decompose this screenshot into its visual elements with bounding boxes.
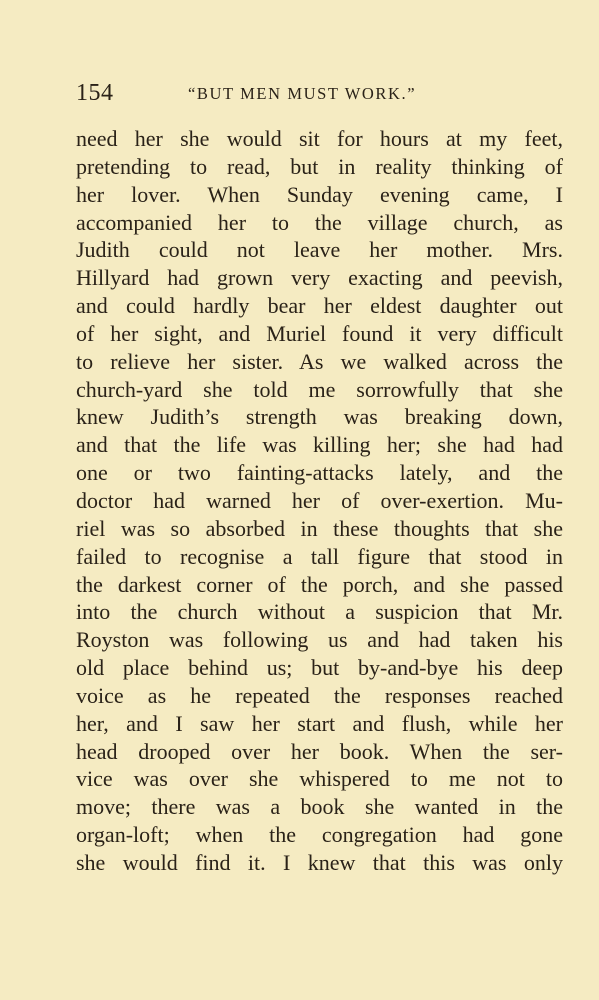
text-line: one or two fainting-attacks lately, and the: [76, 460, 563, 486]
text-line: and could hardly bear her eldest daughter out: [76, 293, 563, 319]
text-line: knew Judith’s strength was breaking down,: [76, 404, 563, 430]
text-line: church-yard she told me sorrowfully that she: [76, 376, 563, 402]
text-line: Royston was following us and had taken his: [76, 627, 563, 653]
text-line: and that the life was killing her; she had had: [76, 432, 563, 458]
text-line: Judith could not leave her mother. Mrs.: [76, 237, 563, 263]
text-line: doctor had warned her of over-exertion. Mu-: [76, 487, 563, 513]
text-line: voice as he repeated the responses reached: [76, 682, 563, 708]
text-line: her, and I saw her start and flush, while her: [76, 710, 563, 736]
body-text: [76, 125, 563, 877]
text-line: Hillyard had grown very exacting and peevish,: [76, 265, 563, 291]
text-line: failed to recognise a tall figure that stood in: [76, 543, 563, 569]
text-line: of her sight, and Muriel found it very difficult: [76, 320, 563, 346]
text-line: vice was over she whispered to me not to: [76, 766, 563, 792]
text-line: to relieve her sister. As we walked across the: [76, 348, 563, 374]
text-line: head drooped over her book. When the ser-: [76, 738, 563, 764]
page-header: [76, 80, 563, 112]
text-line: pretending to read, but in reality thinking of: [76, 153, 563, 179]
text-line: need her she would sit for hours at my feet,: [76, 126, 563, 151]
text-line: her lover. When Sunday evening came, I: [76, 181, 563, 207]
text-line: organ-loft; when the congregation had gone: [76, 822, 563, 848]
page-number: 154: [76, 80, 114, 106]
text-line: old place behind us; but by-and-bye his deep: [76, 655, 563, 681]
text-line: the darkest corner of the porch, and she passed: [76, 571, 563, 597]
text-line: move; there was a book she wanted in the: [76, 794, 563, 820]
running-head: “BUT MEN MUST WORK.”: [188, 84, 417, 103]
text-line: riel was so absorbed in these thoughts that she: [76, 515, 563, 541]
text-line: she would find it. I knew that this was only: [76, 849, 563, 875]
text-line: accompanied her to the village church, as: [76, 209, 563, 235]
text-line: into the church without a suspicion that Mr.: [76, 599, 563, 625]
